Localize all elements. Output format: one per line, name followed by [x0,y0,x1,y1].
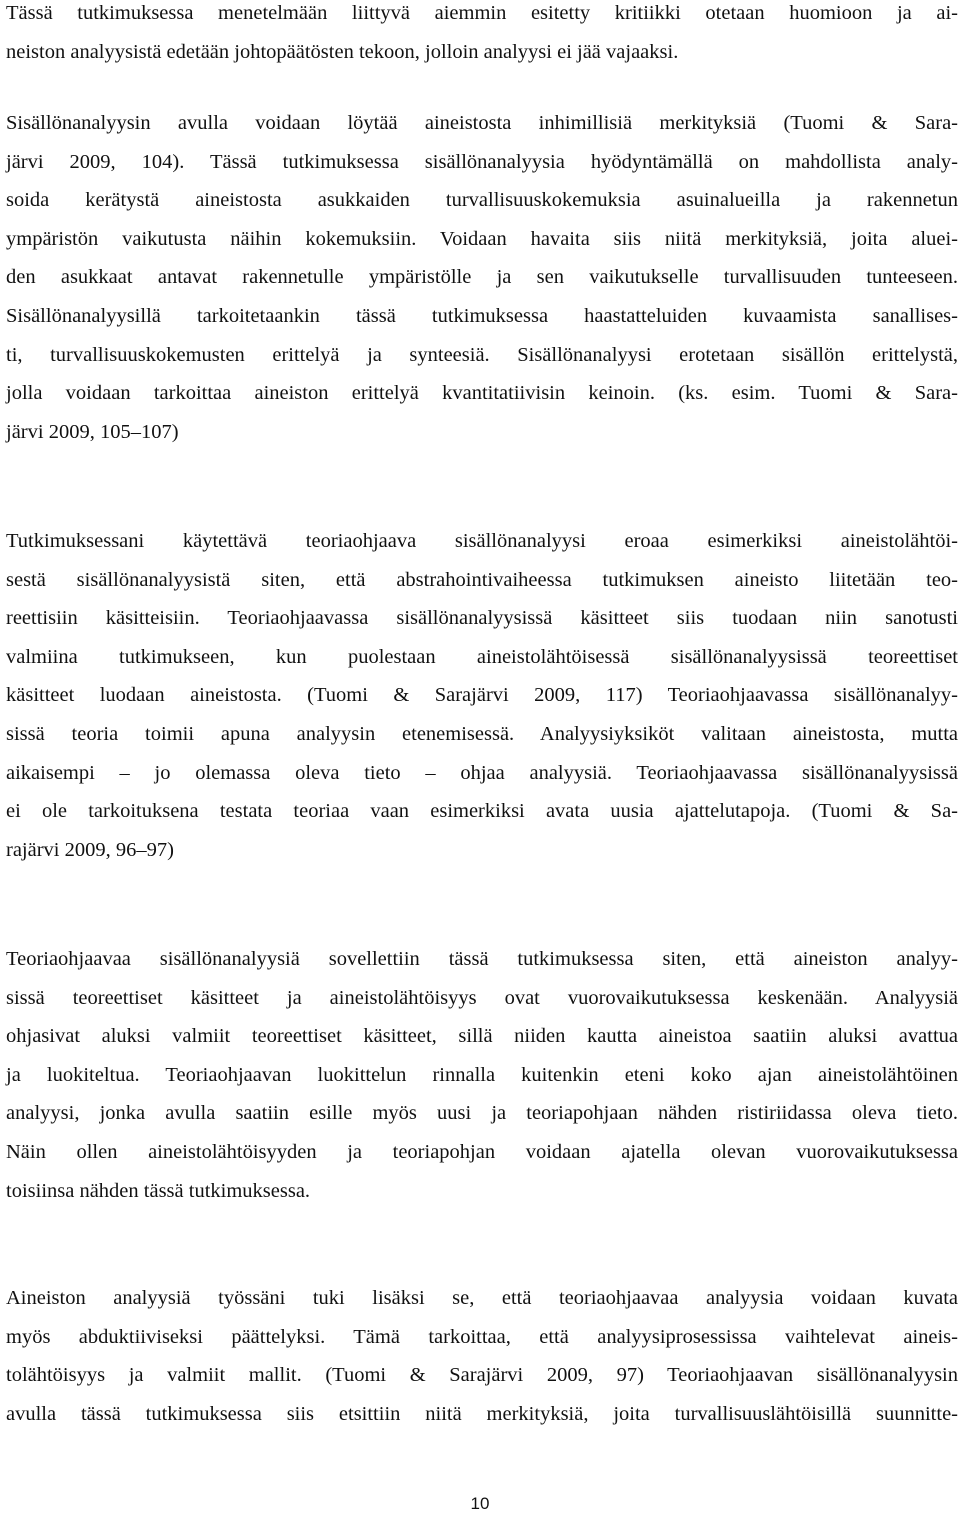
text-line: Sisällönanalyysin avulla voidaan löytää aineistosta inhimillisiä merkityksiä (Tuomi & Sara- [6,112,958,134]
text-line: ympäristön vaikutusta näihin kokemuksiin. Voidaan havaita siis niitä merkityksiä, joita aluei- [6,227,958,250]
text-line: sissä teoreettiset käsitteet ja aineistolähtöisyys ovat vuorovaikutuksessa keskenään. Analyysiä [6,986,958,1009]
text-line: Teoriaohjaavaa sisällönanalyysiä sovellettiin tässä tutkimuksessa siten, että aineiston analyy- [6,948,958,970]
text-line: reettisiin käsitteisiin. Teoriaohjaavassa sisällönanalyysissä käsitteet siis tuodaan niin sanotusti [6,607,958,630]
text-line: ohjasivat aluksi valmiit teoreettiset käsitteet, sillä niiden kautta aineistoa saatiin aluksi avattua [6,1025,958,1048]
text-line: rajärvi 2009, 96–97) [6,838,174,861]
text-line: neiston analyysistä edetään johtopäätösten tekoon, jolloin analyysi ei jää vajaaksi. [6,40,679,63]
paragraph-1 [6,0,958,71]
text-line: sestä sisällönanalyysistä siten, että abstrahointivaiheessa tutkimuksen aineisto liitetään teo- [6,568,958,591]
text-line: aikaisempi – jo olemassa oleva tieto – ohjaa analyysiä. Teoriaohjaavassa sisällönanalyysissä [6,761,958,784]
text-line: järvi 2009, 104). Tässä tutkimuksessa sisällönanalyysia hyödyntämällä on mahdollista analy- [6,150,958,173]
page-number: 10 [470,1494,490,1513]
text-line: Näin ollen aineistolähtöisyyden ja teoriapohjan voidaan ajatella olevan vuorovaikutuksessa [6,1140,958,1163]
text-line: ja luokiteltua. Teoriaohjaavan luokittelun rinnalla kuitenkin eteni koko ajan aineistolähtöinen [6,1063,958,1086]
text-line: avulla tässä tutkimuksessa siis etsittiin niitä merkityksiä, joita turvallisuuslähtöisillä suunnitte- [6,1402,958,1425]
text-line: järvi 2009, 105–107) [6,420,179,443]
text-line: valmiina tutkimukseen, kun puolestaan aineistolähtöisessä sisällönanalyysissä teoreettiset [6,645,958,668]
text-line: toisiinsa nähden tässä tutkimuksessa. [6,1179,311,1202]
text-line: ti, turvallisuuskokemusten erittelyä ja synteesiä. Sisällönanalyysi erotetaan sisällön erittelystä, [6,343,958,366]
text-line: tolähtöisyys ja valmiit mallit. (Tuomi & Sarajärvi 2009, 97) Teoriaohjaavan sisällönanalyysin [6,1364,958,1387]
text-line: soida kerätystä aineistosta asukkaiden turvallisuuskokemuksia asuinalueilla ja rakennetun [6,189,958,212]
text-line: Tässä tutkimuksessa menetelmään liittyvä aiemmin esitetty kritiikki otetaan huomioon ja ai- [6,2,958,24]
text-line: ei ole tarkoituksena testata teoriaa vaan esimerkiksi avata uusia ajattelutapoja. (Tuomi & Sa- [6,800,958,823]
paragraph-5 [6,1279,958,1433]
paragraph-4 [6,940,958,1210]
text-line: Tutkimuksessani käytettävä teoriaohjaava sisällönanalyysi eroaa esimerkiksi aineistolähtöi- [6,530,958,552]
text-line: Aineiston analyysiä työssäni tuki lisäksi se, että teoriaohjaavaa analyysia voidaan kuvata [6,1287,958,1309]
text-line: Sisällönanalyysillä tarkoitetaankin tässä tutkimuksessa haastatteluiden kuvaamista sanallises- [6,304,958,327]
text-line: den asukkaat antavat rakennetulle ympäristölle ja sen vaikutukselle turvallisuuden tunteeseen. [6,266,958,289]
text-line: sissä teoria toimii apuna analyysin etenemisessä. Analyysiyksiköt valitaan aineistosta, mutta [6,722,958,745]
text-line: jolla voidaan tarkoittaa aineiston erittelyä kvantitatiivisin keinoin. (ks. esim. Tuomi & Sara- [6,382,958,405]
text-line: myös abduktiiviseksi päättelyksi. Tämä tarkoittaa, että analyysiprosessissa vaihtelevat aineis- [6,1325,958,1348]
text-line: käsitteet luodaan aineistosta. (Tuomi & Sarajärvi 2009, 117) Teoriaohjaavassa sisällönanalyy- [6,684,958,707]
text-line: analyysi, jonka avulla saatiin esille myös uusi ja teoriapohjaan nähden ristiriidassa oleva tieto. [6,1102,958,1125]
paragraph-3 [6,522,958,869]
paragraph-2 [6,104,958,451]
